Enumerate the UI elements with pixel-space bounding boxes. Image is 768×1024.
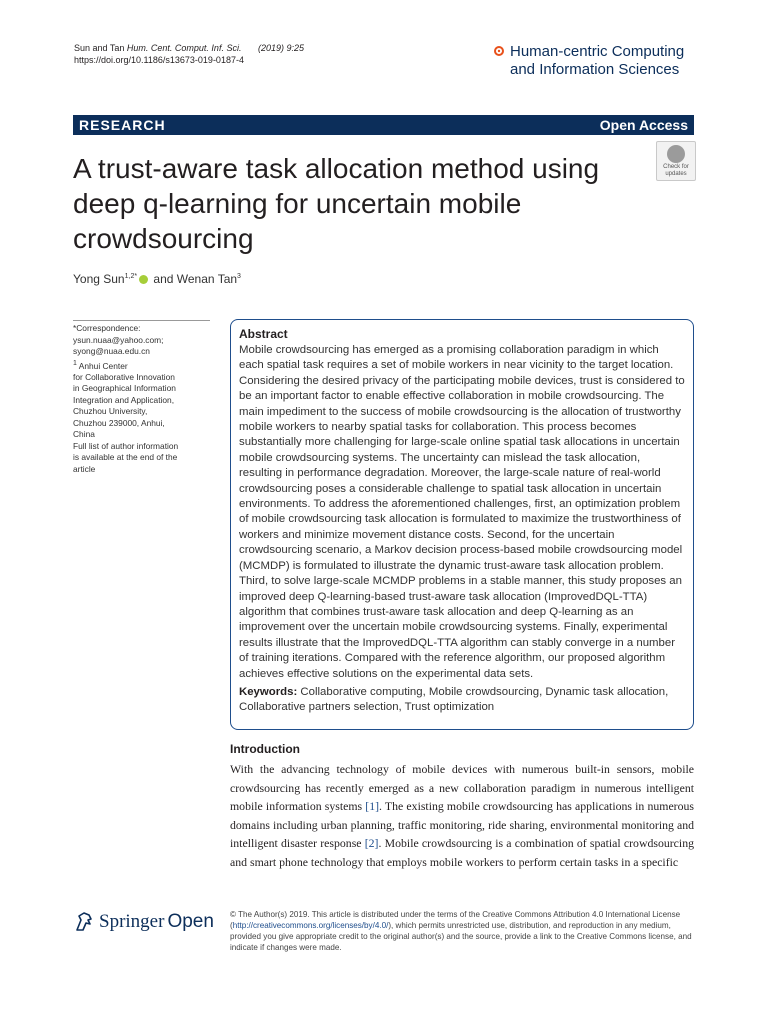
citation-header — [74, 42, 304, 66]
email-2[interactable]: syong@nuaa.edu.cn — [73, 346, 150, 356]
license-link[interactable]: http://creativecommons.org/licenses/by/4.0/ — [232, 921, 389, 930]
introduction-heading: Introduction — [230, 742, 300, 756]
license-text: © The Author(s) 2019. This article is distributed under the terms of the Creative Commons Attribution 4.0 International License ( — [230, 910, 681, 930]
article-type: RESEARCH — [79, 117, 166, 133]
springer-horse-icon — [73, 910, 95, 934]
affiliation-sup: 1 — [73, 359, 77, 367]
correspondence-label: *Correspondence: — [73, 323, 141, 333]
affiliation-text: Anhui Center — [76, 360, 128, 371]
open-wordmark: Open — [167, 911, 214, 932]
affiliation-line: for Collaborative Innovation — [73, 371, 175, 382]
journal-abbrev: Hum. Cent. Comput. Inf. Sci. — [126, 43, 242, 53]
correspondence-note — [73, 320, 210, 475]
orcid-icon[interactable] — [139, 275, 148, 284]
author-2[interactable]: and Wenan Tan — [150, 272, 238, 286]
affiliation-line: Integration and Application, — [73, 394, 175, 405]
affiliation-line: Chuzhou University, — [73, 406, 148, 417]
journal-name-line1: Human-centric Computing — [510, 43, 685, 60]
authors-short: Sun and Tan — [74, 43, 125, 53]
open-access-label: Open Access — [599, 117, 688, 133]
intro-text: With the advancing technology of mobile devices with numerous built-in sensors, mobile crowdsourcing has recently emerged as a new collaboration paradigm in numerous intelligent mobile information systems — [230, 762, 694, 813]
author-1-affiliations: 1,2* — [124, 273, 138, 280]
keywords-label: Keywords: — [239, 685, 298, 698]
check-for-updates-button[interactable] — [656, 141, 696, 181]
license-text: ), which permits unrestricted use, distribution, and reproduction in any medium, provided you give appropriate credit to the original author(s) and the source, provide a link to the Creative Commons license, and indicate if changes were made. — [230, 921, 692, 952]
keywords — [239, 685, 685, 716]
intro-text: . The existing mobile crowdsourcing has applications in numerous domains including urban planning, traffic monitoring, ride sharing, environmental monitoring and intelligent disaster response — [230, 799, 694, 850]
license-statement — [230, 909, 696, 953]
article-type-banner — [73, 115, 694, 135]
journal-name-line2: and Information Sciences — [510, 61, 680, 78]
doi-link[interactable]: https://doi.org/10.1186/s13673-019-0187-4 — [74, 55, 244, 65]
journal-logo-icon — [494, 46, 504, 56]
journal-logo — [494, 43, 684, 79]
abstract-box — [230, 319, 694, 730]
full-list-note: Full list of author information — [73, 440, 179, 451]
author-1[interactable]: Yong Sun — [73, 272, 125, 286]
full-list-note: article — [73, 463, 96, 474]
abstract-heading: Abstract — [239, 327, 288, 341]
year-volume: (2019) 9:25 — [257, 43, 305, 53]
full-list-note: is available at the end of the — [73, 452, 178, 463]
citation-link[interactable]: [1] — [365, 799, 380, 813]
intro-text: . Mobile crowdsourcing is a combination of spatial crowdsourcing and smart phone technology that employs mobile workers to perform certain tasks in a specific — [230, 836, 694, 869]
article-title: A trust-aware task allocation method using deep q-learning for uncertain mobile crowdsourcing — [73, 153, 600, 254]
citation-link[interactable]: [2] — [364, 836, 379, 850]
journal-name — [510, 43, 684, 79]
citation-line — [74, 42, 304, 54]
springer-open-logo — [73, 910, 214, 934]
email-1[interactable]: ysun.nuaa@yahoo.com; — [73, 334, 164, 345]
affiliation-line: Chuzhou 239000, Anhui, — [73, 417, 165, 428]
check-updates-line1: Check for — [663, 164, 689, 170]
check-updates-line2: updates — [665, 171, 687, 177]
introduction-paragraph — [230, 760, 694, 871]
introduction-body — [230, 760, 694, 871]
affiliation-line — [73, 358, 210, 372]
keywords-list: Collaborative computing, Mobile crowdsourcing, Dynamic task allocation, Collaborative partners selection, Trust optimization — [239, 685, 669, 714]
affiliation-line: in Geographical Information — [73, 383, 176, 394]
author-2-affiliations: 3 — [237, 273, 241, 280]
affiliation-line: China — [73, 429, 95, 440]
springer-wordmark: Springer — [99, 911, 165, 932]
author-line — [73, 272, 241, 286]
abstract-text: Mobile crowdsourcing has emerged as a promising collaboration paradigm in which each spatial task requires a set of mobile workers in near vicinity to the target location. Considering the desired privacy of the participating mobile devices, trust is considered to be an important factor to enable effective collaboration in mobile crowdsourcing. The main impediment to the success of mobile crowdsourcing is the allocation of trustworthy mobile workers to nearby spatial tasks for collaboration. This process becomes substantially more challenging for large-scale online spatial task allocations in uncertain mobile crowdsourcing systems. The uncertainty can mislead the task allocation, resulting in performance degradation. Moreover, the large-scale nature of real-world crowdsourcing poses a considerable challenge to spatial task allocation in uncertain environments. To address the aforementioned challenges, first, an optimization problem of mobile crowdsourcing task allocation is formulated to maximize the trustworthiness of workers and minimize movement distance costs. Second, for the uncertain crowdsourcing scenario, a Markov decision process-based mobile crowdsourcing model (MCMDP) is formulated to illustrate the dynamic trust-aware task allocation problem. Third, to solve large-scale MCMDP problems in a stable manner, this study proposes an improved deep Q-learning-based trust-aware task allocation (ImprovedDQL-TTA) algorithm that combines trust-aware task allocation and deep Q-learning as an improvement over the uncertain mobile crowdsourcing systems. Finally, experimental results illustrate that the ImprovedDQL-TTA algorithm can stably converge in a number of training iterations. Compared with the reference algorithm, our proposed algorithm achieves effective solutions on the experimental data sets. — [239, 344, 685, 680]
check-updates-icon — [667, 145, 685, 163]
